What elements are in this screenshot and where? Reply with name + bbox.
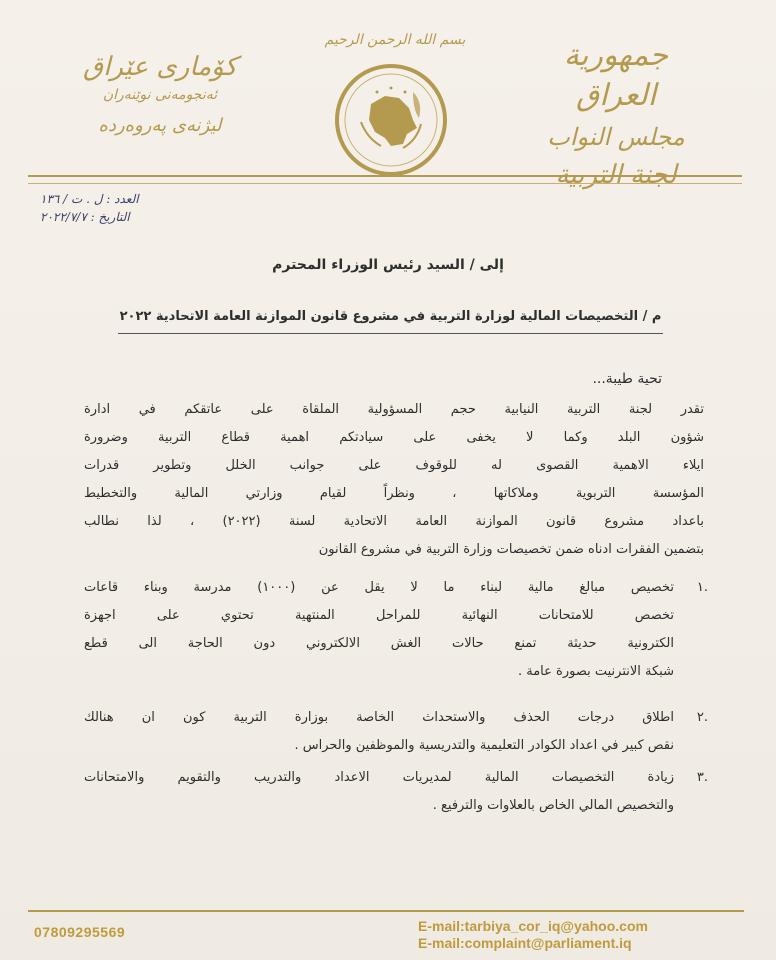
list-item-number: .١: [696, 580, 708, 595]
basmala: بسم الله الرحمن الرحيم: [324, 32, 466, 48]
list-item-number: .٢: [696, 710, 708, 725]
committee-name: لجنة التربية: [555, 160, 677, 190]
footer-divider: [28, 910, 744, 912]
council-name-kurdish: ئەنجومەنی نوێنەران: [102, 87, 218, 103]
list-item-line: تخصيص مبالغ مالية لبناء ما لا يقل عن (١٠٠٠) مدرسة وبناء قاعات: [84, 580, 675, 595]
letterhead-divider: [28, 175, 742, 184]
paragraph-line: المؤسسة التربوية وملاكاتها ، ونظراً لقيام وزارتي المالية والتخطيط: [84, 486, 704, 501]
list-item-line: زيادة التخصيصات المالية لمديريات الاعداد والتدريب والتقويم والامتحانات: [84, 770, 674, 785]
list-item-number: .٣: [696, 770, 708, 785]
footer-phone: 07809295569: [34, 924, 126, 940]
country-name-kurdish: كۆماری عێراق: [83, 52, 237, 82]
greeting: تحية طيبة...: [592, 371, 662, 387]
committee-name-kurdish: لیژنەی پەروەردە: [98, 115, 222, 136]
list-item-line: والتخصيص المالي الخاص بالعلاوات والترفيع .: [432, 798, 674, 813]
paragraph-line: بتضمين الفقرات ادناه ضمن تخصيصات وزارة التربية في مشروع القانون: [318, 542, 704, 557]
footer-emails: [418, 918, 748, 952]
paragraph-line: ايلاء الاهمية القصوى له للوقوف على جوانب الخلل وتطوير قدرات: [84, 458, 704, 473]
iraq-map-seal-icon: [333, 62, 449, 178]
subject-line: م / التخصيصات المالية لوزارة التربية في مشروع قانون الموازنة العامة الاتحادية ٢٠٢٢: [119, 309, 662, 324]
subject-underline: [118, 333, 663, 334]
footer-email-parliament: E-mail:complaint@parliament.iq: [418, 935, 632, 951]
list-item-line: الكترونية حديثة تمنع حالات الغش الالكتروني دون الحاجة الى قطع: [84, 636, 674, 651]
council-name: مجلس النواب: [547, 123, 685, 151]
reference-block: [40, 190, 160, 226]
list-item-line: اطلاق درجات الحذف والاستحداث الخاصة بوزارة التربية كون ان هنالك: [84, 710, 674, 725]
paragraph-line: شؤون البلد وكما لا يخفى على سيادتكم اهمية قطاع التربية وضرورة: [84, 430, 704, 445]
footer-email-yahoo: E-mail:tarbiya_cor_iq@yahoo.com: [418, 918, 648, 934]
paragraph-line: باعداد مشروع قانون الموازنة العامة الاتحادية لسنة (٢٠٢٢) ، لذا نطالب: [84, 514, 705, 529]
body-paragraph: [84, 396, 704, 564]
paragraph-line: تقدر لجنة التربية النيابية حجم المسؤولية الملقاة على عاتقكم في ادارة: [84, 402, 704, 417]
list-item-line: تخصص للامتحانات النهائية للمراحل المنتهية تحتوي على اجهزة: [84, 608, 674, 623]
list-item-line: شبكة الانترنيت بصورة عامة .: [517, 664, 674, 679]
list-item: [84, 764, 708, 820]
letterhead-kurdish: [60, 50, 260, 144]
reference-number: العدد : ل . ت / ١٣٦: [40, 192, 139, 206]
list-item: [84, 704, 708, 760]
list-item-line: نقص كبير في اعداد الكوادر التعليمية والتدريسية والموظفين والحراس .: [294, 738, 674, 753]
addressee: إلى / السيد رئيس الوزراء المحترم: [272, 257, 504, 273]
list-item: [84, 574, 708, 686]
country-name: جمهورية العراق: [563, 38, 669, 113]
letterhead-arabic: [526, 36, 706, 192]
reference-date: التاريخ : ٢٠٢٢/٧/٧: [40, 210, 130, 224]
